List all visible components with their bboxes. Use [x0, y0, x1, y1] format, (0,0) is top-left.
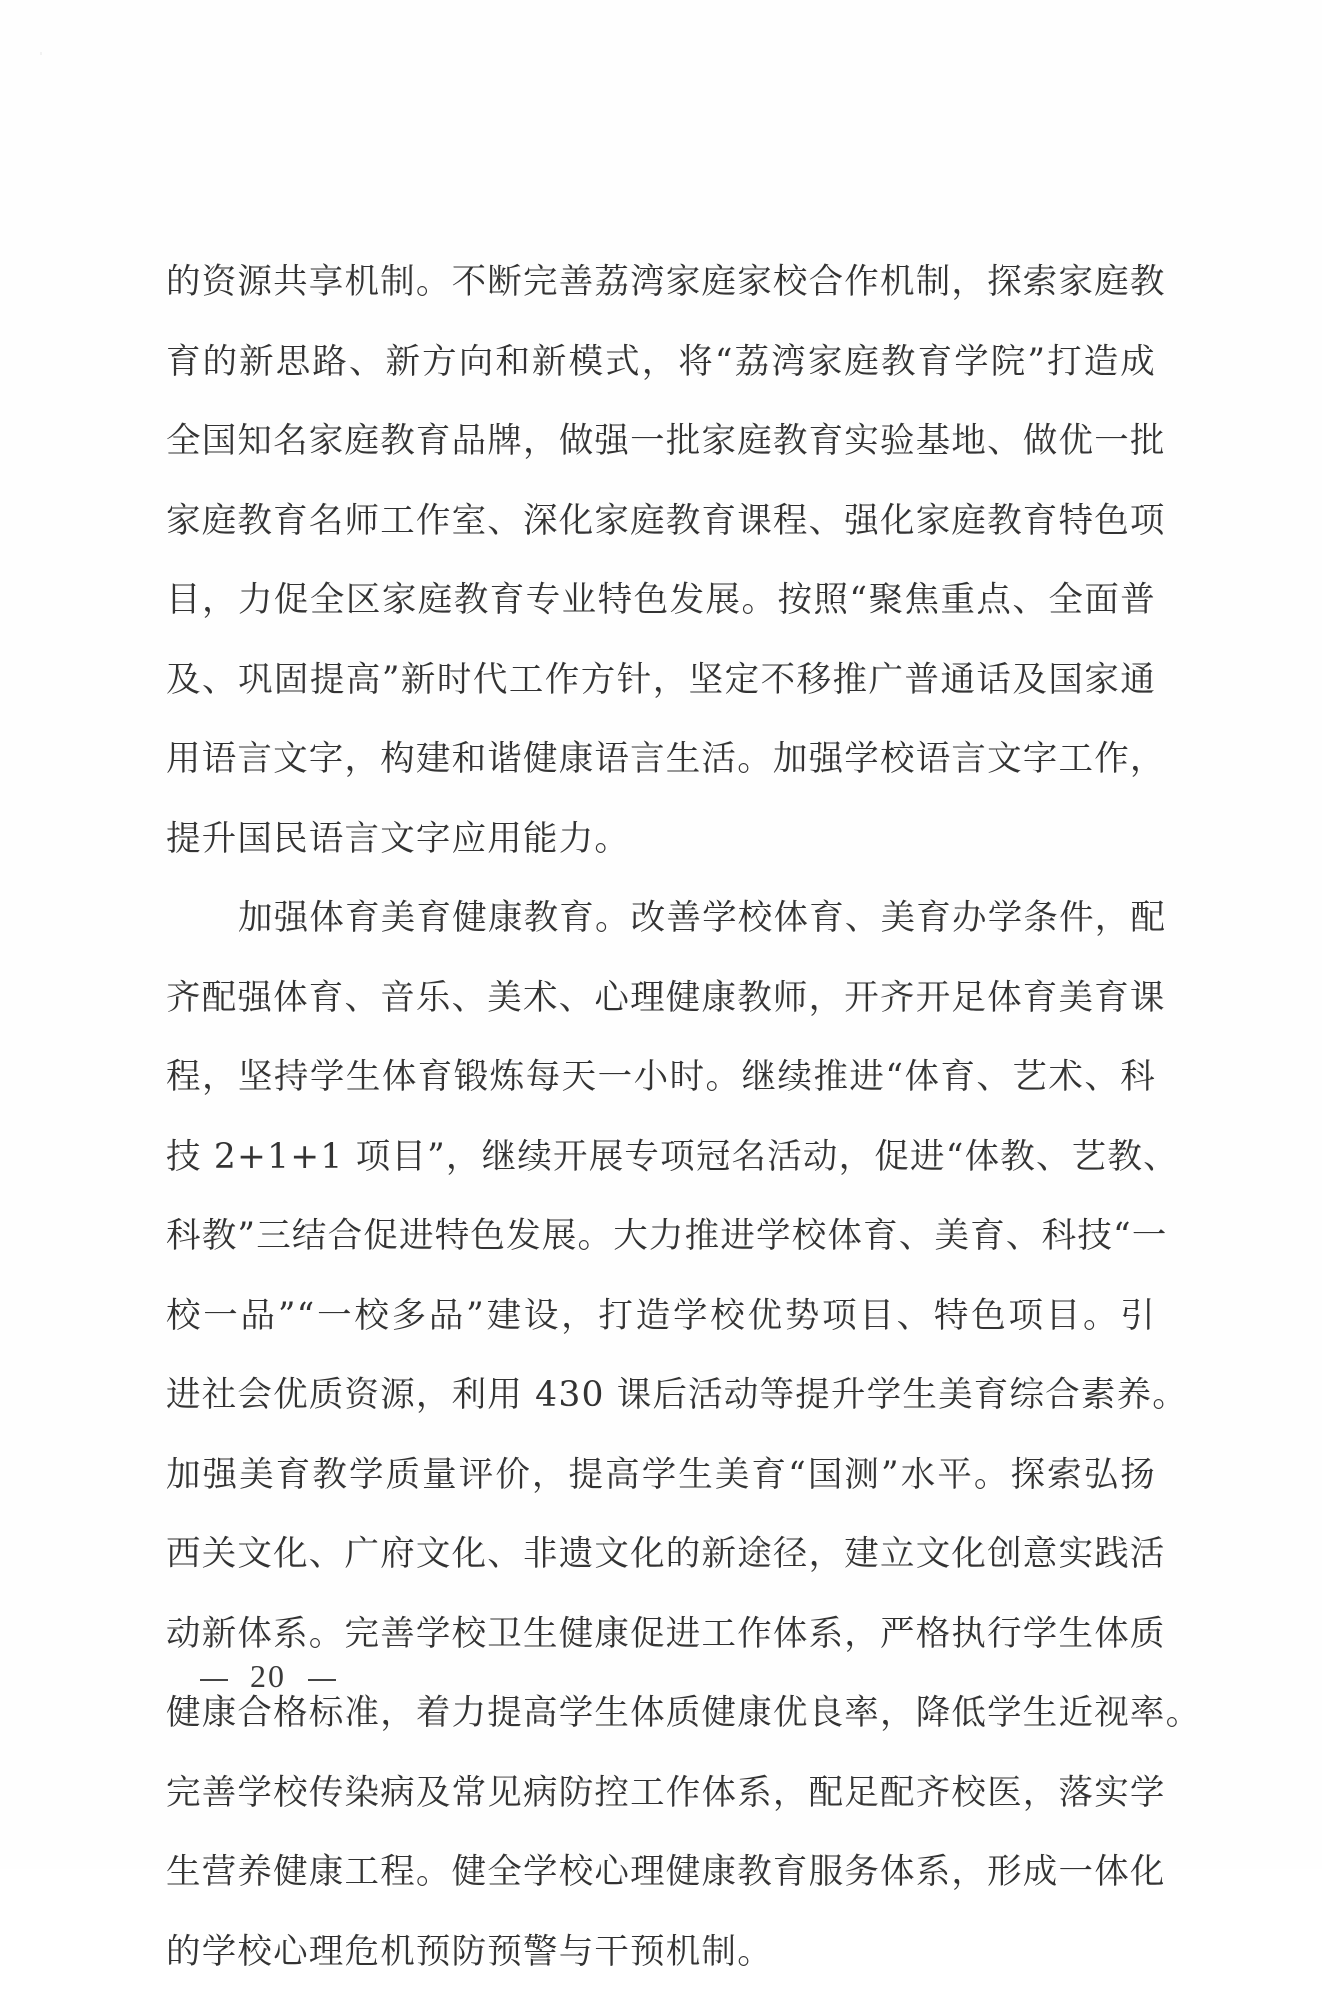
text-line: 健康合格标准，着力提高学生体质健康优良率，降低学生近视率。	[166, 1674, 1156, 1754]
text-line: 进社会优质资源，利用 430 课后活动等提升学生美育综合素养。	[166, 1356, 1156, 1436]
page-number-dash-right	[308, 1679, 336, 1681]
text-line: 加强美育教学质量评价，提高学生美育“国测”水平。探索弘扬	[166, 1436, 1156, 1516]
paragraph-first-line: 加强体育美育健康教育。改善学校体育、美育办学条件，配	[166, 879, 1156, 959]
text-line: 及、巩固提高”新时代工作方针，坚定不移推广普通话及国家通	[166, 641, 1156, 721]
text-line: 的资源共享机制。不断完善荔湾家庭家校合作机制，探索家庭教	[166, 243, 1156, 323]
page-number-dash-left	[200, 1679, 228, 1681]
text-line: 动新体系。完善学校卫生健康促进工作体系，严格执行学生体质	[166, 1595, 1156, 1675]
page-number-footer	[200, 1651, 336, 1701]
text-line: 科教”三结合促进特色发展。大力推进学校体育、美育、科技“一	[166, 1197, 1156, 1277]
text-line: 西关文化、广府文化、非遗文化的新途径，建立文化创意实践活	[166, 1515, 1156, 1595]
text-line: 育的新思路、新方向和新模式，将“荔湾家庭教育学院”打造成	[166, 323, 1156, 403]
text-line: 全国知名家庭教育品牌，做强一批家庭教育实验基地、做优一批	[166, 402, 1156, 482]
text-line: 程，坚持学生体育锻炼每天一小时。继续推进“体育、艺术、科	[166, 1038, 1156, 1118]
page-number: 20	[250, 1651, 286, 1701]
text-line: 技 2+1+1 项目”，继续开展专项冠名活动，促进“体教、艺教、	[166, 1118, 1156, 1198]
text-line: 家庭教育名师工作室、深化家庭教育课程、强化家庭教育特色项	[166, 482, 1156, 562]
document-body	[166, 243, 1156, 1992]
scan-artifact	[40, 52, 42, 55]
text-line: 完善学校传染病及常见病防控工作体系，配足配齐校医，落实学	[166, 1754, 1156, 1834]
text-line-paragraph-end: 提升国民语言文字应用能力。	[166, 800, 1156, 880]
text-line: 目，力促全区家庭教育专业特色发展。按照“聚焦重点、全面普	[166, 561, 1156, 641]
text-line: 生营养健康工程。健全学校心理健康教育服务体系，形成一体化	[166, 1833, 1156, 1913]
text-line: 校一品”“一校多品”建设，打造学校优势项目、特色项目。引	[166, 1277, 1156, 1357]
text-line-paragraph-end: 的学校心理危机预防预警与干预机制。	[166, 1913, 1156, 1992]
text-line: 齐配强体育、音乐、美术、心理健康教师，开齐开足体育美育课	[166, 959, 1156, 1039]
text-line: 用语言文字，构建和谐健康语言生活。加强学校语言文字工作，	[166, 720, 1156, 800]
